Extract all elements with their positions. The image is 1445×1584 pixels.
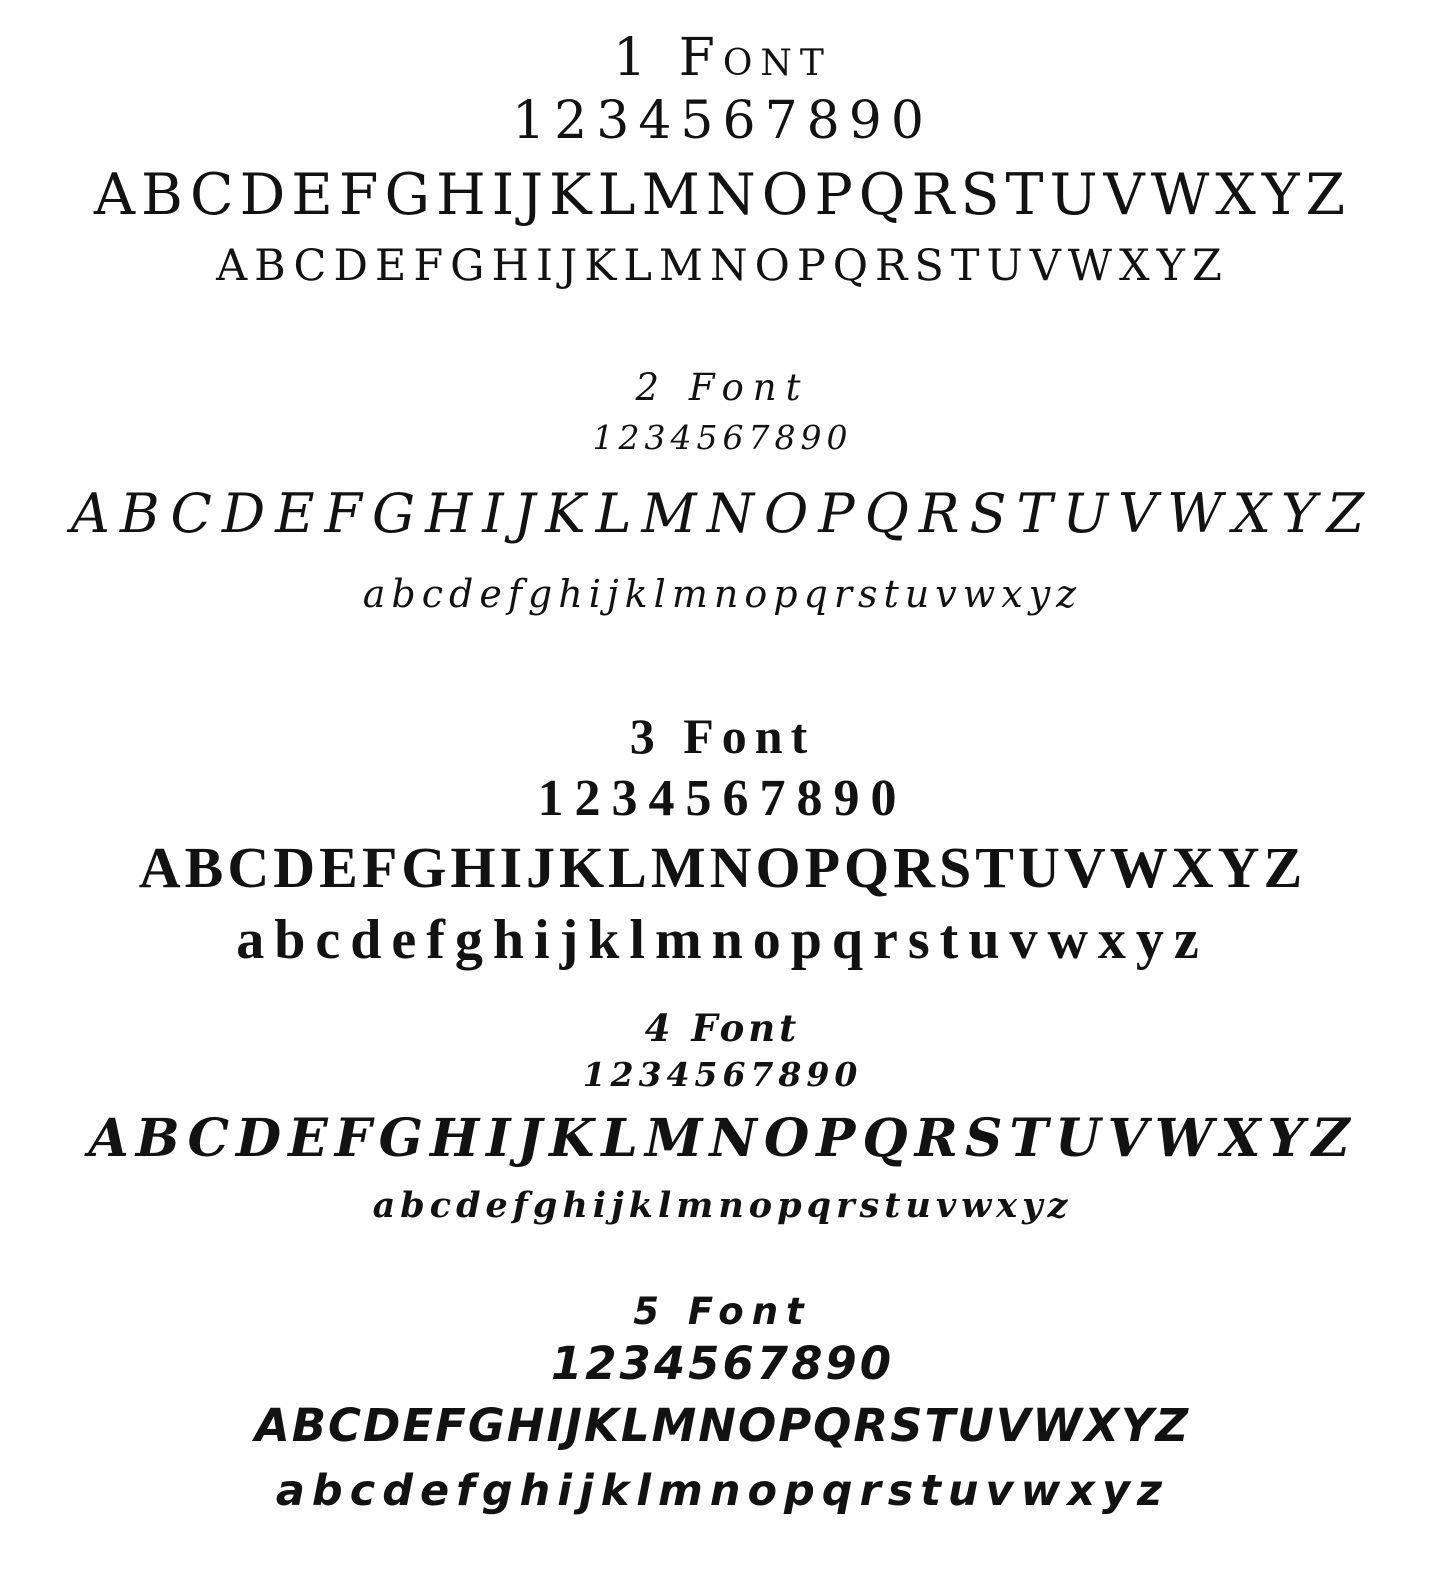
specimen-5-title: 5 Font [633,1290,812,1333]
font-specimen-3 [0,704,1445,974]
specimen-4-numbers: 1234567890 [582,1055,863,1094]
specimen-1-uppercase: ABCDEFGHIJKLMNOPQRSTUVWXYZ [93,162,1352,228]
specimen-4-uppercase: ABCDEFGHIJKLMNOPQRSTUVWXYZ [88,1108,1357,1169]
specimen-4-lowercase: abcdefghijklmnopqrstuvwxyz [372,1185,1073,1226]
specimen-3-lowercase: abcdefghijklmnopqrstuvwxyz [236,909,1209,971]
specimen-3-title: 3 Font [629,708,816,764]
specimen-1-uppercase-alt: ABCDEFGHIJKLMNOPQRSTUVWXYZ [216,241,1229,291]
font-specimen-1 [0,26,1445,294]
specimen-1-title: 1 Font [613,28,832,88]
specimen-3-uppercase: ABCDEFGHIJKLMNOPQRSTUVWXYZ [138,835,1307,900]
specimen-2-uppercase: ABCDEFGHIJKLMNOPQRSTUVWXYZ [70,482,1375,545]
specimen-2-title: 2 Font [635,366,810,409]
specimen-1-numbers: 1234567890 [512,91,933,151]
specimen-5-numbers: 1234567890 [550,1337,895,1390]
font-specimen-4 [0,1004,1445,1232]
specimen-2-lowercase: abcdefghijklmnopqrstuvwxyz [362,572,1083,616]
specimen-2-numbers: 1234567890 [592,418,853,457]
specimen-5-lowercase: abcdefghijklmnopqrstuvwxyz [275,1466,1170,1516]
specimen-3-numbers: 1234567890 [537,770,908,827]
font-specimen-5 [0,1288,1445,1522]
specimen-4-title: 4 Font [644,1006,801,1050]
specimen-5-uppercase: ABCDEFGHIJKLMNOPQRSTUVWXYZ [254,1399,1191,1452]
font-specimen-2 [0,364,1445,624]
